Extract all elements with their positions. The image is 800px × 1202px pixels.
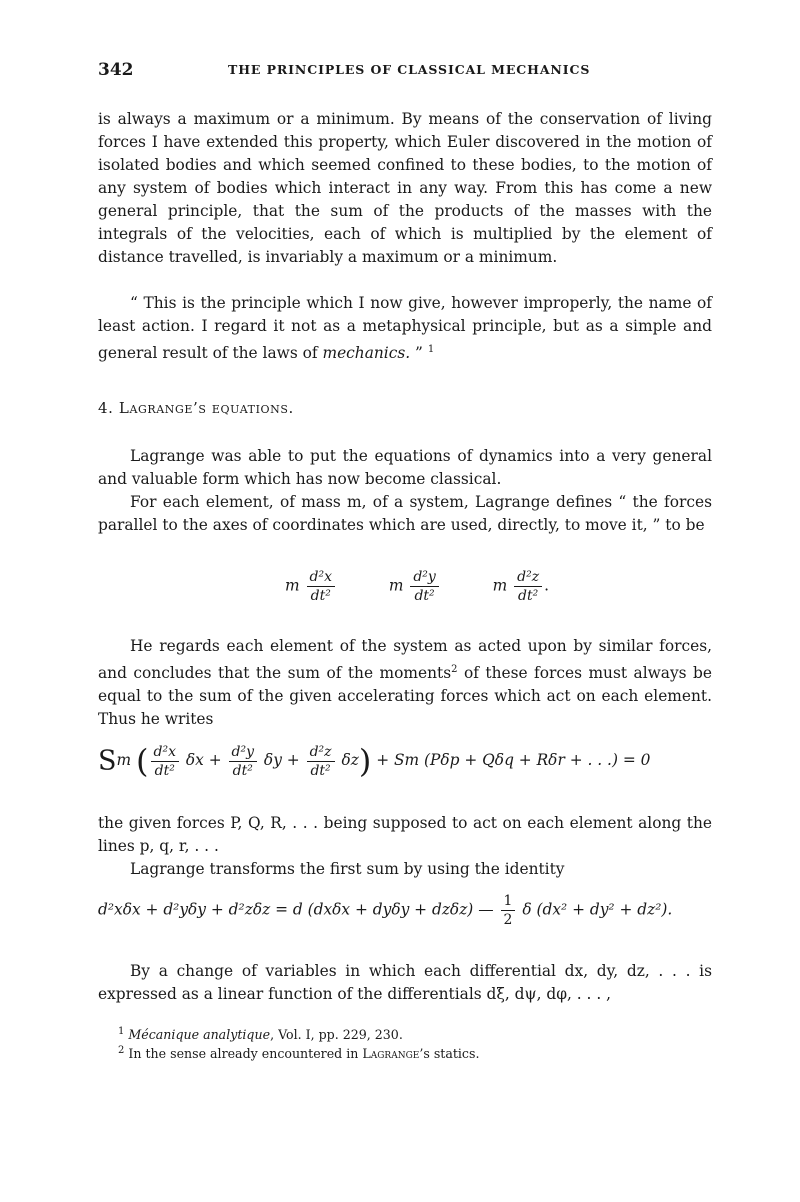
paragraph-identity-intro: Lagrange transforms the first sum by using the identity bbox=[130, 860, 565, 878]
running-title: THE PRINCIPLES OF CLASSICAL MECHANICS bbox=[228, 62, 591, 77]
formula-identity: d²xδx + d²yδy + d²zδz = d (dxδx + dyδy + dzδz) — $\frac{1}{2}$ δ (dx² + dy² + dz²). bbox=[98, 893, 673, 928]
footnote-ref-2: 2 bbox=[451, 664, 458, 675]
paragraph-lagrange-form: Lagrange was able to put the equations of dynamics into a very general and valuable form which has now become classical. bbox=[98, 447, 712, 488]
formula-lagrange-sum: Sm ( $\frac{\text{d²x}}{\text{dt²}}$ δx + $\frac{\text{d²y}}{\text{dt²}}$ δy + $\frac{\text{d²z}}{\text{dt²}}$ δz) + Sm (Pδp + Qδq + Rδr + . . .) = 0 bbox=[98, 742, 651, 780]
formula-accelerations: m $\frac{\text{d²x}}{\text{dt²}}$ m $\frac{\text{d²y}}{\text{dt²}}$ m $\frac{\text{d²z}}{\text{dt²}}$ . bbox=[285, 569, 549, 604]
fraction-x: $\frac{\text{d²x}}{\text{dt²}}$ bbox=[307, 568, 335, 605]
fraction-az: $\frac{\text{d²z}}{\text{dt²}}$ bbox=[307, 743, 335, 780]
fraction-half: $\frac{1}{2}$ bbox=[501, 892, 516, 929]
paragraph-forces-definition: For each element, of mass m, of a system, Lagrange defines “ the forces parallel to the axes of coordinates which are used, directly, to move it, ” to be bbox=[98, 493, 712, 534]
section-heading bbox=[98, 399, 294, 417]
footnote-2: $^2$ In the sense already encountered in Lagrange’s statics. bbox=[118, 1045, 480, 1062]
section-number: 4. bbox=[98, 399, 114, 417]
paragraph-given-forces: the given forces P, Q, R, . . . being supposed to act on each element along the lines p, q, r, . . . bbox=[98, 814, 712, 855]
section-title: Lagrange’s equations. bbox=[118, 399, 294, 417]
paragraph-change-of-variables: By a change of variables in which each differential dx, dy, dz, . . . is expressed as a linear function of the differentials dξ, dψ, dφ, . . . , bbox=[98, 962, 712, 1003]
footnote-1: $^1$ Mécanique analytique, Vol. I, pp. 229, 230. bbox=[118, 1026, 403, 1043]
fraction-z: $\frac{\text{d²z}}{\text{dt²}}$ bbox=[514, 568, 542, 605]
fraction-ay: $\frac{\text{d²y}}{\text{dt²}}$ bbox=[229, 743, 257, 780]
fraction-ax: $\frac{\text{d²x}}{\text{dt²}}$ bbox=[151, 743, 179, 780]
fraction-y: $\frac{\text{d²y}}{\text{dt²}}$ bbox=[410, 568, 438, 605]
paragraph-moments: He regards each element of the system as acted upon by similar forces, and concludes that the sum of the moments$^2$ of these forces must always be equal to the sum of the given accelerating forces which act on each element. Thus he writes bbox=[98, 637, 712, 729]
paragraph-least-action-quote: “ This is the principle which I now give, however improperly, the name of least action. I regard it not as a metaphysical principle, but as a simple and general result of the laws of mechanics. ” $^1$ bbox=[98, 294, 712, 363]
footnote-ref-1: 1 bbox=[427, 344, 435, 355]
paragraph-maximum-minimum: is always a maximum or a minimum. By means of the conservation of living forces I have extended this property, which Euler discovered in the motion of isolated bodies and which seemed confined to these bodies, to the motion of any system of bodies which interact in any way. From this has come a new general principle, that the sum of the products of the masses with the integrals of the velocities, each of which is multiplied by the element of distance travelled, is invariably a maximum or a minimum. bbox=[98, 110, 712, 266]
footnote-1-title: Mécanique analytique bbox=[128, 1027, 271, 1043]
page-number: 342 bbox=[98, 60, 134, 80]
mechanics-emphasis: mechanics. bbox=[322, 344, 411, 363]
